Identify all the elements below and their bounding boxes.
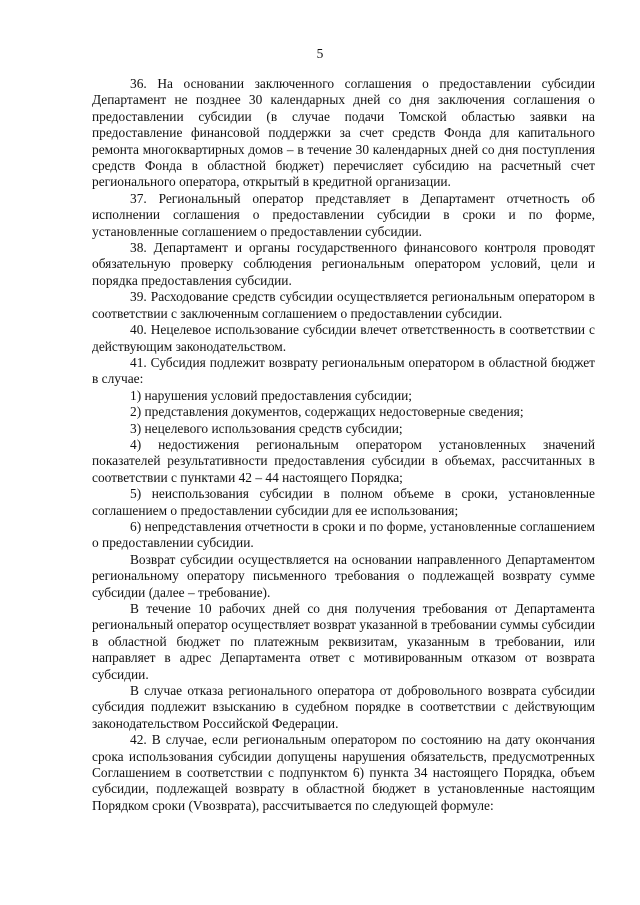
list-item-5: 5) неиспользования субсидии в полном объеме в сроки, установленные соглашением о предоставлении субсидии для ее использования; (92, 486, 595, 518)
paragraph-return: Возврат субсидии осуществляется на основании направленного Департаментом региональному оператору письменного требования о подлежащей возврату сумме субсидии (далее – требование). (92, 551, 595, 600)
paragraph-37: 37. Региональный оператор представляет в Департамент отчетность об исполнении соглашения о предоставлении субсидии в сроки и по форме, установленные соглашением о предоставлении субсидии. (92, 190, 595, 239)
paragraph-return-term: В течение 10 рабочих дней со дня получения требования от Департамента региональный оператор осуществляет возврат указанной в требовании суммы субсидии в областной бюджет по платежным реквизитам, указанным в требовании, или направляет в адрес Департамента ответ с мотивированным отказом от возврата субсидии. (92, 601, 595, 682)
paragraph-40: 40. Нецелевое использование субсидии влечет ответственность в соответствии с действующим законодательством. (92, 322, 595, 354)
paragraph-41: 41. Субсидия подлежит возврату региональным оператором в областной бюджет в случае: (92, 354, 595, 387)
paragraph-39: 39. Расходование средств субсидии осуществляется региональным оператором в соответствии с заключенным соглашением о предоставлении субсидии. (92, 289, 595, 321)
list-item-1: 1) нарушения условий предоставления субсидии; (130, 387, 412, 403)
list-item-2: 2) представления документов, содержащих недостоверные сведения; (130, 404, 524, 420)
list-item-6: 6) непредставления отчетности в сроки и по форме, установленные соглашением о предоставлении субсидии. (92, 518, 595, 551)
list-item-3: 3) нецелевого использования средств субсидии; (130, 420, 403, 436)
list-item-4: 4) недостижения региональным оператором установленных значений показателей результативности предоставления субсидии в объемах, рассчитанных в соответствии с пунктами 42 – 44 настоящего Порядка; (92, 436, 595, 485)
paragraph-refusal: В случае отказа регионального оператора от добровольного возврата субсидии субсидия подлежит взысканию в судебном порядке в соответствии с действующим законодательством Российской Федерации. (92, 683, 595, 731)
paragraph-36: 36. На основании заключенного соглашения о предоставлении субсидии Департамент не позднее 30 календарных дней со дня заключения соглашения о предоставлении субсидии (в случае подачи Томской областью заявки на предоставление финансовой поддержки за счет средств Фонда для капитального ремонта многоквартирных домов – в течение 30 календарных дней со дня поступления средств Фонда в областной бюджет) перечисляет субсидию на расчетный счет регионального оператора, открытый в кредитной организации. (92, 76, 595, 190)
paragraph-42: 42. В случае, если региональным оператором по состоянию на дату окончания срока использования субсидии допущены нарушения обязательств, предусмотренных Соглашением в соответствии с подпунктом 6) пункта 34 настоящего Порядка, объем субсидии, подлежащей возврату в областной бюджет в установленные настоящим Порядком сроки (Vвозврата), рассчитывается по следующей формуле: (92, 732, 595, 813)
paragraph-38: 38. Департамент и органы государственного финансового контроля проводят обязательную проверку соблюдения региональным оператором условий, цели и порядка предоставления субсидии. (92, 240, 595, 288)
document-body (92, 76, 595, 814)
page-number: 5 (316, 46, 324, 61)
